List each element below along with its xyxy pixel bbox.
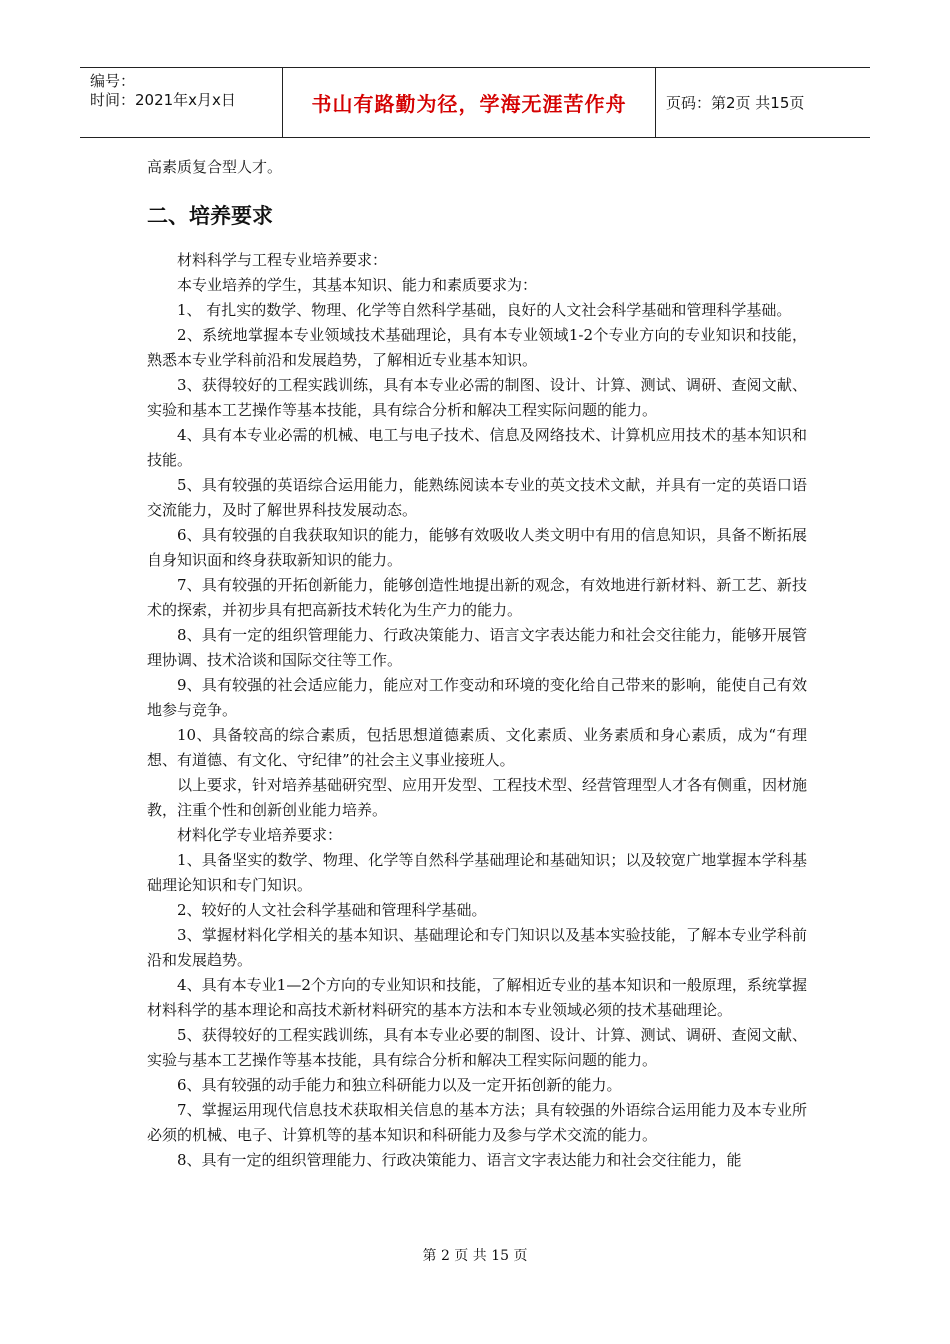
mc-item: 7、掌握运用现代信息技术获取相关信息的基本方法；具有较强的外语综合运用能力及本专业所必须的机械、电子、计算机等的基本知识和科研能力及参与学术交流的能力。 — [147, 1101, 807, 1144]
mc-item: 4、具有本专业1—2个方向的专业知识和技能，了解相近专业的基本知识和一般原理，系统掌握材料科学的基本理论和高技术新材料研究的基本方法和本专业领域必须的技术基础理论。 — [147, 976, 807, 1019]
mc-item: 6、具有较强的动手能力和独立科研能力以及一定开拓创新的能力。 — [177, 1076, 622, 1094]
header-motto-cell — [283, 68, 656, 137]
mse-item: 1、 有扎实的数学、物理、化学等自然科学基础，良好的人文社会科学基础和管理科学基础。 — [177, 301, 792, 319]
document-body — [147, 155, 807, 1173]
header-meta — [80, 68, 283, 137]
header-number-label: 编号： — [90, 72, 136, 90]
mse-item: 7、具有较强的开拓创新能力，能够创造性地提出新的观念，有效地进行新材料、新工艺、新技术的探索，并初步具有把高新技术转化为生产力的能力。 — [147, 576, 807, 619]
mc-item: 1、具备坚实的数学、物理、化学等自然科学基础理论和基础知识；以及较宽广地掌握本学科基础理论知识和专门知识。 — [147, 851, 807, 894]
header-motto: 书山有路勤为径，学海无涯苦作舟 — [311, 92, 627, 116]
header-date-label: 时间：2021年x月x日 — [90, 91, 236, 109]
page-header — [80, 67, 870, 138]
header-page-label: 页码：第2页 共15页 — [666, 94, 805, 112]
mse-summary: 以上要求，针对培养基础研究型、应用开发型、工程技术型、经营管理型人才各有侧重，因材施教，注重个性和创新创业能力培养。 — [147, 776, 808, 819]
mse-item: 3、获得较好的工程实践训练，具有本专业必需的制图、设计、计算、测试、调研、查阅文献、实验和基本工艺操作等基本技能，具有综合分析和解决工程实际问题的能力。 — [147, 376, 807, 419]
mse-item: 2、系统地掌握本专业领域技术基础理论，具有本专业领域1-2个专业方向的专业知识和技能，熟悉本专业学科前沿和发展趋势，了解相近专业基本知识。 — [147, 326, 807, 369]
mc-item: 3、掌握材料化学相关的基本知识、基础理论和专门知识以及基本实验技能，了解本专业学科前沿和发展趋势。 — [147, 926, 807, 969]
mse-item: 5、具有较强的英语综合运用能力，能熟练阅读本专业的英文技术文献，并具有一定的英语口语交流能力，及时了解世界科技发展动态。 — [147, 476, 807, 519]
mc-item: 2、较好的人文社会科学基础和管理科学基础。 — [177, 901, 487, 919]
intro-tail: 高素质复合型人才。 — [147, 158, 283, 176]
mse-item: 4、具有本专业必需的机械、电工与电子技术、信息及网络技术、计算机应用技术的基本知识和技能。 — [147, 426, 807, 469]
header-page-cell — [656, 68, 870, 137]
mse-item: 8、具有一定的组织管理能力、行政决策能力、语言文字表达能力和社会交往能力，能够开展管理协调、技术洽谈和国际交往等工作。 — [147, 626, 807, 669]
mc-item: 5、获得较好的工程实践训练，具有本专业必要的制图、设计、计算、测试、调研、查阅文献、实验与基本工艺操作等基本技能，具有综合分析和解决工程实际问题的能力。 — [147, 1026, 807, 1069]
mc-item: 8、具有一定的组织管理能力、行政决策能力、语言文字表达能力和社会交往能力，能 — [177, 1151, 742, 1169]
mse-item: 10、具备较高的综合素质，包括思想道德素质、文化素质、业务素质和身心素质，成为“有理想、有道德、有文化、守纪律”的社会主义事业接班人。 — [147, 726, 807, 769]
mse-item: 6、具有较强的自我获取知识的能力，能够有效吸收人类文明中有用的信息知识，具备不断拓展自身知识面和终身获取新知识的能力。 — [147, 526, 807, 569]
section-title: 二、培养要求 — [147, 204, 273, 228]
mc-title: 材料化学专业培养要求： — [177, 826, 343, 844]
mse-item: 9、具有较强的社会适应能力，能应对工作变动和环境的变化给自己带来的影响，能使自己有效地参与竞争。 — [147, 676, 807, 719]
page-footer — [0, 1245, 950, 1265]
footer-page-number: 第 2 页 共 15 页 — [422, 1248, 528, 1264]
mse-lead: 本专业培养的学生，其基本知识、能力和素质要求为： — [177, 276, 538, 294]
mse-title: 材料科学与工程专业培养要求： — [177, 251, 388, 269]
